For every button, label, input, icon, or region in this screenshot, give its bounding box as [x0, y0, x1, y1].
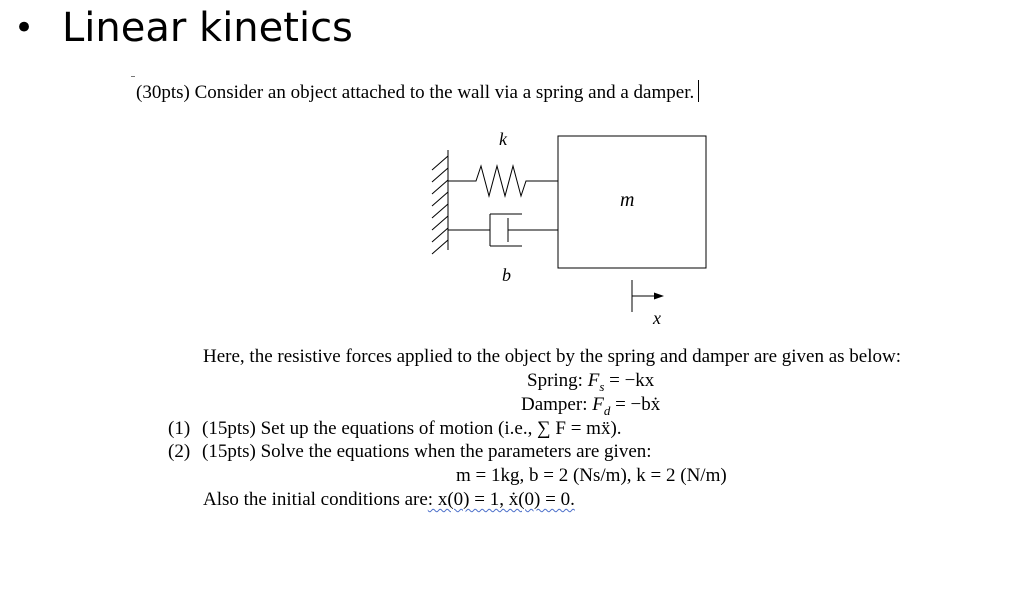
mass-label: m [620, 189, 635, 211]
spring-label: k [499, 129, 507, 149]
question-2-text: (15pts) Solve the equations when the parameters are given: [202, 441, 652, 462]
question-1-text-b: , ∑ F = mẍ). [527, 418, 622, 439]
spring-eq-prefix: Spring: [527, 370, 588, 391]
spring-equation [527, 370, 654, 395]
damper-eq-symbol: F [592, 394, 604, 415]
initial-conditions-text: Also the initial conditions are [203, 489, 428, 510]
question-2 [168, 441, 652, 463]
damper-eq-sub: d [603, 402, 611, 418]
damper-eq-rhs: = −bẋ [610, 394, 661, 415]
question-1-number: (1) [168, 418, 191, 439]
question-1 [168, 418, 622, 440]
here-text: Here, the resistive forces applied to the object by the spring and damper are given as below: [203, 346, 902, 367]
spring-eq-sub: s [599, 378, 605, 394]
damper-label: b [502, 265, 511, 285]
damper-equation [521, 394, 660, 419]
initial-conditions-line [203, 489, 575, 511]
parameters-line [456, 465, 727, 487]
problem-intro-text: (30pts) Consider an object attached to the wall via a spring and a damper. [136, 82, 695, 103]
question-1-text-a: (15pts) Set up the equations of motion (i.e. [202, 418, 528, 439]
parameters-text: m = 1kg, b = 2 (Ns/m), k = 2 (N/m) [456, 465, 727, 486]
here-line [203, 346, 901, 368]
displacement-label: x [653, 308, 661, 328]
question-2-number: (2) [168, 441, 191, 462]
bullet-icon: • [14, 8, 35, 48]
damper-icon [448, 214, 558, 246]
wall-icon [432, 150, 448, 254]
spring-icon [448, 166, 558, 196]
spring-eq-symbol: F [587, 370, 600, 391]
damper-eq-prefix: Damper: [521, 394, 593, 415]
spring-eq-rhs: = −kx [604, 370, 655, 391]
slide-title-text: Linear kinetics [62, 5, 353, 51]
initial-conditions-eq: : x(0) = 1, ẋ(0) = 0. [427, 489, 575, 510]
